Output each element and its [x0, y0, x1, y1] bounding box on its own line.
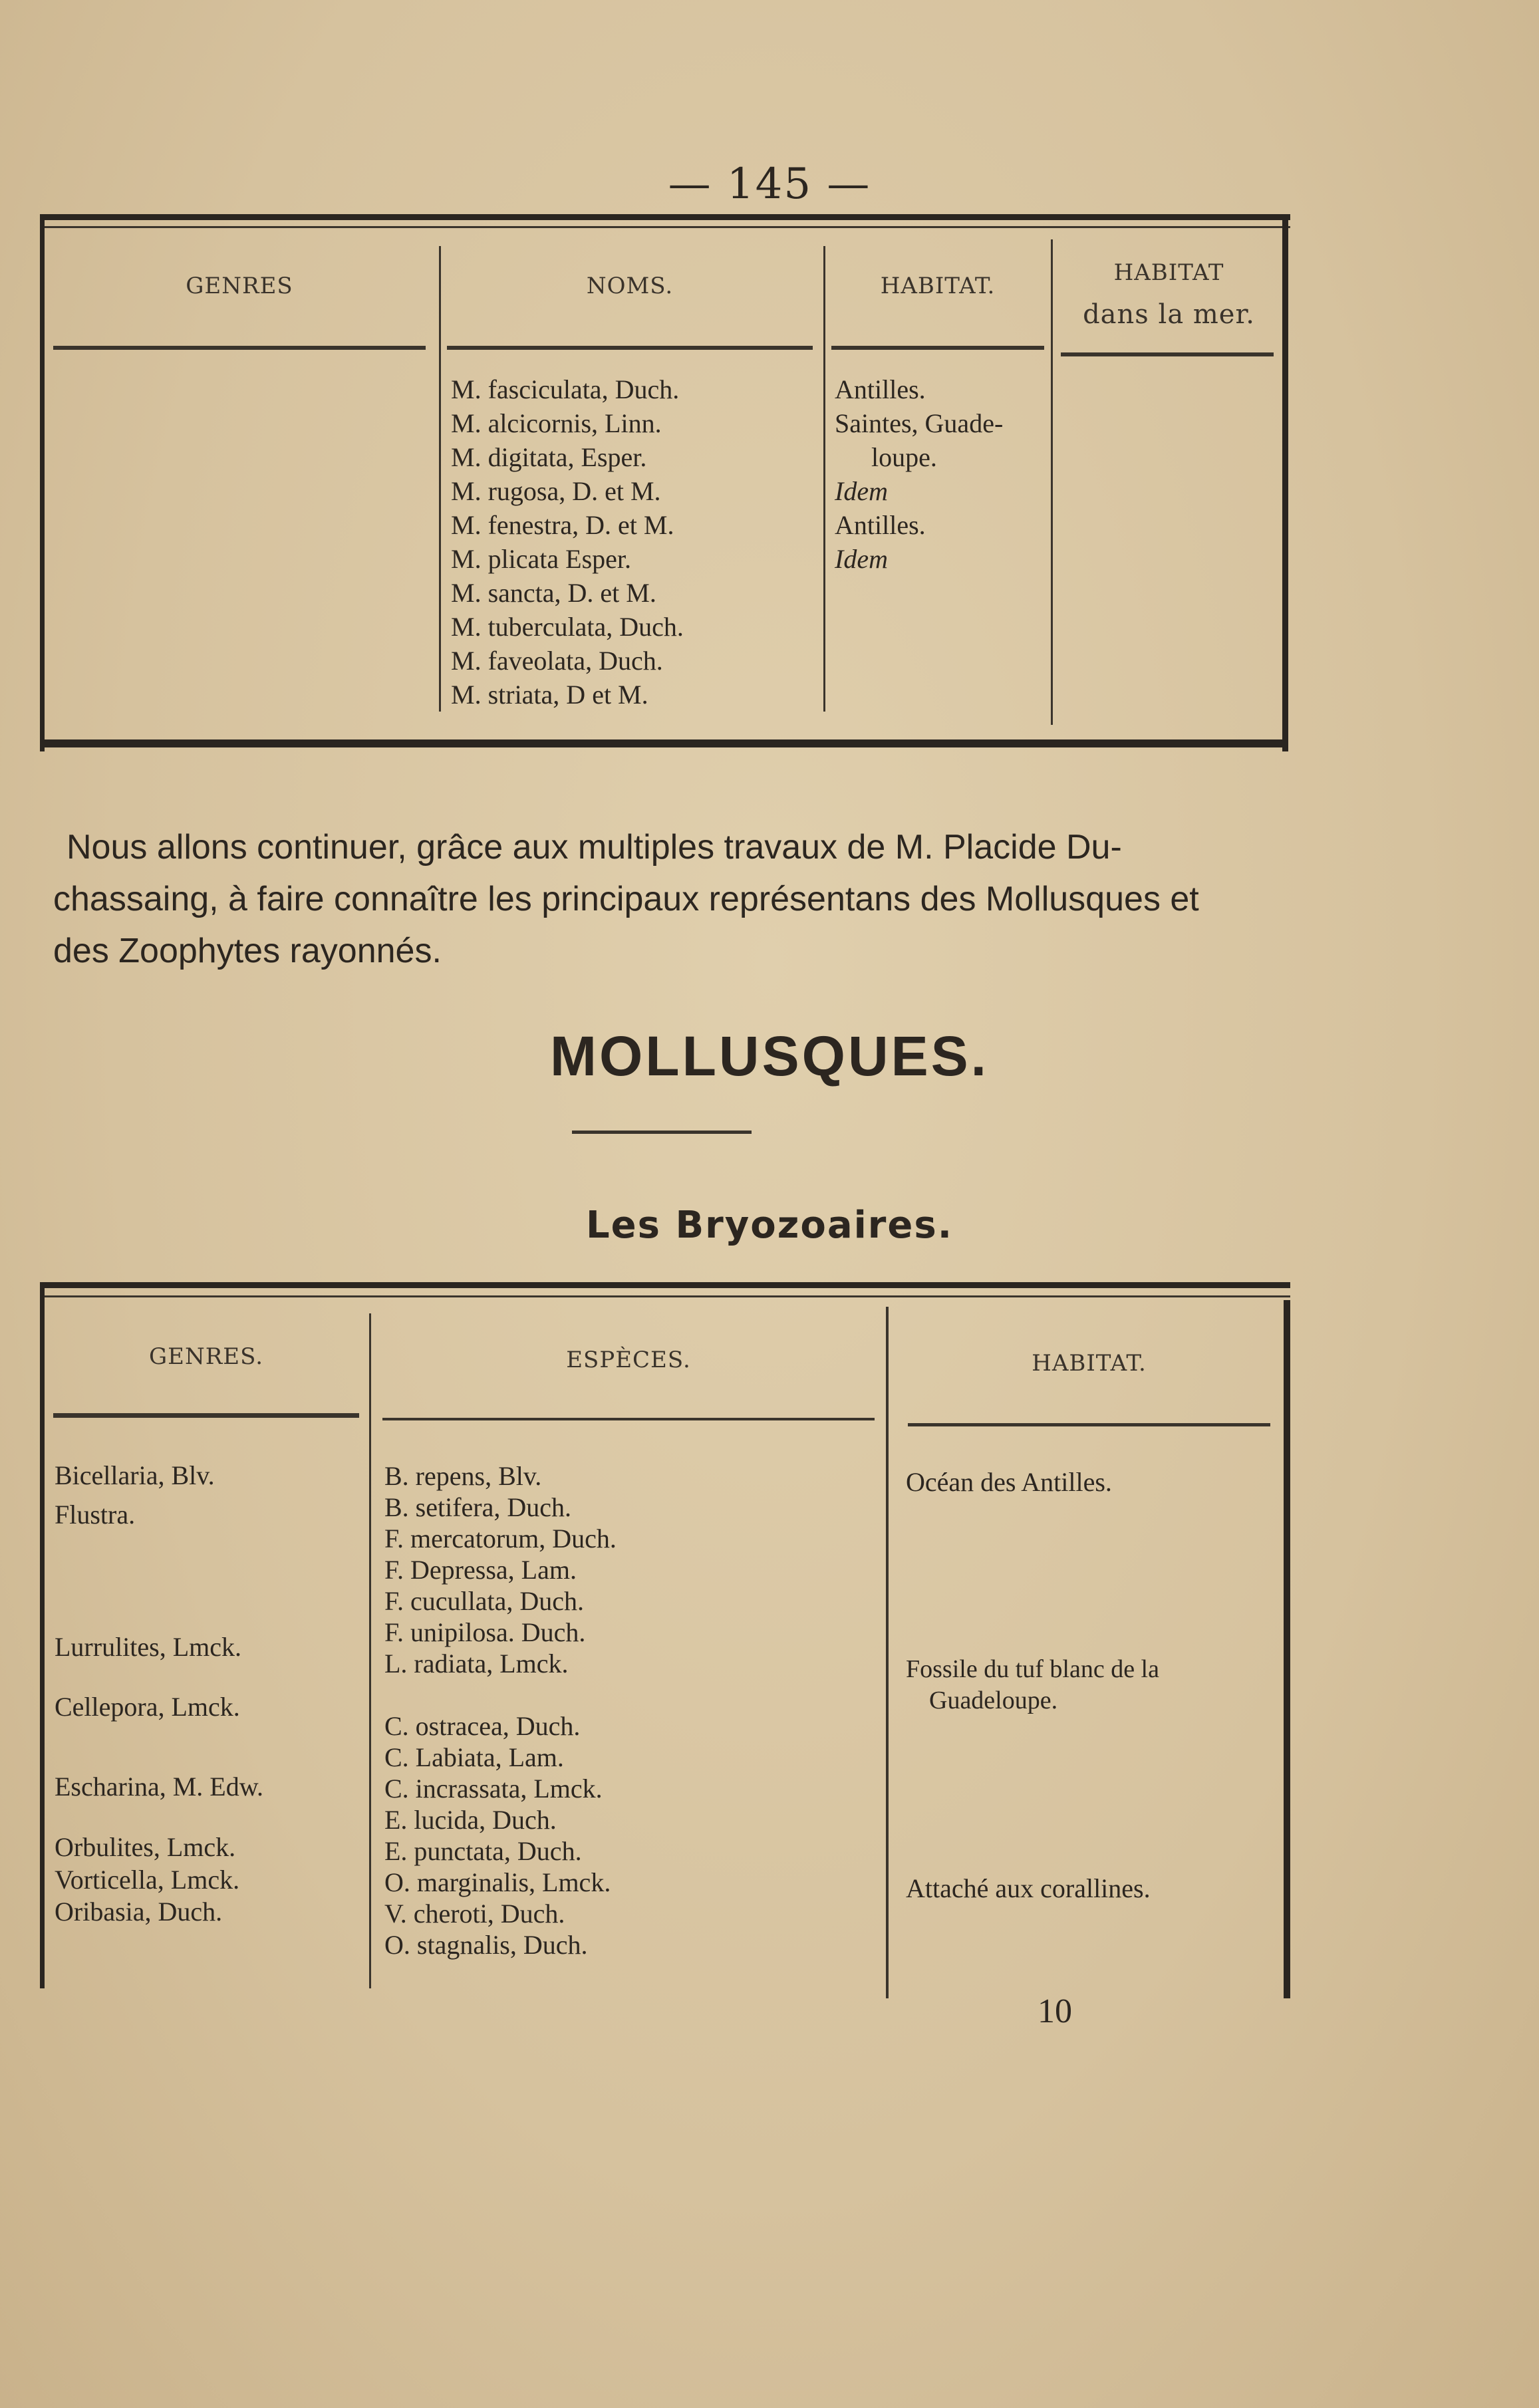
table1-header-underline-3	[831, 346, 1044, 350]
table2-header-genres: GENRES.	[148, 1343, 264, 1370]
paragraph-line: Nous allons continuer, grâce aux multiples travaux de M. Placide Du-	[67, 828, 1122, 867]
table1-header-underline-4	[1061, 352, 1274, 356]
table-cell: Orbulites, Lmck.	[55, 1832, 236, 1862]
table2-header-underline-2	[382, 1418, 875, 1420]
section-subheading: Les Bryozoaires.	[585, 1204, 954, 1247]
table-cell	[906, 1716, 1278, 1748]
table-cell: C. incrassata, Lmck.	[384, 1774, 603, 1804]
list-item: M. fenestra, D. et M.	[451, 510, 674, 540]
table1-header-genres: GENRES	[186, 273, 293, 299]
list-item: M. digitata, Esper.	[451, 442, 647, 472]
table-cell: Cellepora, Lmck.	[55, 1692, 240, 1722]
table1-header-underline-2	[447, 346, 813, 350]
body-paragraph	[53, 821, 1304, 977]
page-number: — 145 —	[668, 160, 871, 209]
table2-top-inner-border	[40, 1295, 1290, 1297]
paragraph-line: des Zoophytes rayonnés.	[53, 932, 442, 970]
table2-header-especes: ESPÈCES.	[566, 1347, 691, 1373]
table-cell	[906, 1748, 1278, 1779]
table-cell: F. cucullata, Duch.	[384, 1586, 585, 1616]
table-cell	[906, 1529, 1278, 1560]
list-item: M. rugosa, D. et M.	[451, 476, 661, 506]
list-item: M. faveolata, Duch.	[451, 646, 663, 676]
list-item: Idem	[835, 476, 888, 506]
table-cell: Flustra.	[55, 1500, 136, 1530]
table1-bottom-border	[40, 739, 1288, 747]
list-item: Saintes, Guade-	[835, 408, 1004, 438]
heading-divider	[572, 1131, 752, 1134]
table-cell: E. lucida, Duch.	[384, 1805, 557, 1835]
table1-left-border	[40, 219, 45, 751]
list-item: M. sancta, D. et M.	[451, 578, 656, 608]
table2-right-border	[1284, 1300, 1290, 1998]
table-cell: F. mercatorum, Duch.	[384, 1524, 617, 1553]
table-cell: B. repens, Blv.	[384, 1461, 542, 1491]
list-item: M. plicata Esper.	[451, 544, 632, 574]
table1-header-underline-1	[53, 346, 426, 350]
table-cell	[906, 1591, 1278, 1623]
table-cell: Bicellaria, Blv.	[55, 1460, 215, 1490]
list-item: Antilles.	[835, 374, 926, 404]
list-item: M. fasciculata, Duch.	[451, 374, 680, 404]
table-cell	[906, 1810, 1278, 1841]
table1-header-noms: NOMS.	[586, 273, 674, 299]
table-cell	[906, 1560, 1278, 1591]
table1-header-habitat: HABITAT.	[880, 273, 996, 299]
table-cell: F. unipilosa. Duch.	[384, 1617, 586, 1647]
table-cell: Océan des Antilles.	[906, 1467, 1112, 1497]
table-cell: Vorticella, Lmck.	[55, 1865, 240, 1895]
list-item: loupe.	[871, 442, 937, 472]
section-heading: MOLLUSQUES.	[549, 1025, 989, 1087]
table-cell: E. punctata, Duch.	[384, 1836, 582, 1866]
table-cell	[55, 1540, 263, 1579]
table-cell	[906, 1904, 1278, 1935]
table-cell	[906, 1935, 1278, 1966]
list-item: M. tuberculata, Duch.	[451, 612, 684, 642]
table-cell	[906, 1779, 1278, 1810]
table-cell	[906, 1623, 1278, 1654]
table1-header-habitat-mer-line2: dans la mer.	[1083, 299, 1255, 330]
table1-col-divider-2	[823, 246, 825, 712]
table1-noms-column	[451, 372, 684, 712]
signature-mark: 10	[1038, 1992, 1072, 2030]
table-cell: O. marginalis, Lmck.	[384, 1867, 611, 1897]
table-cell: Fossile du tuf blanc de la	[906, 1655, 1159, 1683]
table-cell: Attaché aux corallines.	[906, 1873, 1151, 1903]
table-cell: B. setifera, Duch.	[384, 1492, 572, 1522]
table-cell: C. ostracea, Duch.	[384, 1711, 581, 1741]
paragraph-line: chassaing, à faire connaître les principaux représentans des Mollusques et	[53, 880, 1199, 918]
table2-header-underline-3	[908, 1423, 1270, 1426]
table-cell: O. stagnalis, Duch.	[384, 1930, 588, 1960]
table2-especes-column	[384, 1460, 617, 1960]
table2-top-border	[40, 1282, 1290, 1288]
table-cell: Lurrulites, Lmck.	[55, 1632, 242, 1662]
table-cell: Guadeloupe.	[929, 1686, 1058, 1714]
table2-genres-column	[55, 1462, 263, 1929]
table2-left-border	[40, 1287, 45, 1988]
table-cell: F. Depressa, Lam.	[384, 1555, 577, 1585]
table1-col-divider-3	[1051, 239, 1053, 725]
table-cell: C. Labiata, Lam.	[384, 1742, 564, 1772]
table2-col-divider-1	[369, 1313, 371, 1988]
table2-col-divider-2	[886, 1307, 889, 1998]
table-cell: Oribasia, Duch.	[55, 1897, 223, 1927]
table1-col-divider-1	[439, 246, 441, 712]
table-cell: Escharina, M. Edw.	[55, 1772, 263, 1802]
list-item: Antilles.	[835, 510, 926, 540]
table-cell	[384, 1679, 617, 1710]
table-cell	[55, 1579, 263, 1617]
list-item: M. alcicornis, Linn.	[451, 408, 662, 438]
table-cell	[906, 1841, 1278, 1873]
table-cell	[906, 1498, 1278, 1529]
list-item: Idem	[835, 544, 888, 574]
table2-header-habitat: HABITAT.	[1032, 1350, 1147, 1377]
table-cell: V. cheroti, Duch.	[384, 1899, 565, 1929]
table1-habitat-column	[835, 372, 1003, 576]
table1-top-border	[40, 214, 1290, 220]
table1-header-habitat-mer-line1: HABITAT	[1113, 259, 1224, 286]
table2-habitat-column	[906, 1466, 1278, 1966]
table2-header-underline-1	[53, 1413, 359, 1418]
list-item: M. striata, D et M.	[451, 680, 648, 710]
table-cell: L. radiata, Lmck.	[384, 1649, 569, 1678]
table1-top-inner-border	[40, 226, 1290, 228]
table1-right-border	[1282, 219, 1288, 751]
